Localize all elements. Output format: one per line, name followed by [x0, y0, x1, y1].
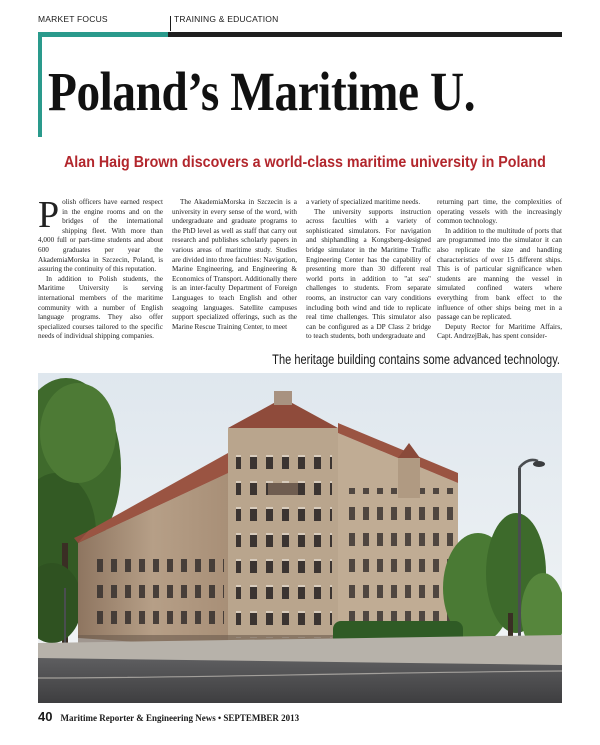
paragraph: Polish officers have earned respect in the engine rooms and on the bridges of the international shipping fleet. With more than 4,000 full or part-time students and about 600 graduates per year the AkademiaMorska in Szczecin, Poland, is assuring the continuity of this reputation. [38, 194, 163, 274]
text-column-1 [38, 194, 163, 342]
paragraph: In addition to the multitude of ports that are programmed into the simulator it can also replicate the size and handling characteristics of over 15 different ships. This is of particular significance when students are manning the vessel in simulated confined waters where everything from bank effect to the influence of other ships being met in a passage can be replicated. [437, 226, 562, 322]
paragraph: a variety of specialized maritime needs. [306, 198, 421, 206]
page-number: 40 [38, 709, 53, 724]
road [38, 658, 562, 703]
paragraph: In addition to Polish students, the Maritime University is serving international members of the maritime community with a number of English language programs. They also offer specialized courses tailored to the specific needs of individual shipping companies. [38, 274, 163, 341]
paragraph: The AkademiaMorska in Szczecin is a university in every sense of the word, with undergraduate and graduate programs to the PhD level as well as staff that carry out research and publishes scholarly papers in various areas of maritime study. Studies are divided into three faculties: Navigation, Marine Engineering, and Engineering & Economics of Transport. Additionally there is an inter-faculty Department of Foreign Languages to teach English and other seagoing languages. Satellite campuses support specialized offerings, such as the Marine Rescue Training Center, to meet [172, 198, 297, 331]
paragraph: returning part time, the complexities of operating vessels with the increasingly common technology. [437, 198, 562, 226]
university-building-photo [38, 373, 562, 703]
header-rule-accent [38, 32, 168, 37]
header-divider [170, 16, 171, 31]
subsection-label: TRAINING & EDUCATION [174, 14, 279, 24]
section-label: MARKET FOCUS [38, 14, 108, 24]
page-footer [38, 708, 299, 726]
drop-cap: P [38, 194, 60, 236]
text-column-2 [172, 198, 297, 332]
photo-caption: The heritage building contains some advanced technology. [272, 352, 560, 367]
title-accent-bar [38, 37, 42, 137]
header-rule [168, 32, 562, 37]
text-column-4 [437, 198, 562, 342]
publication-info: Maritime Reporter & Engineering News • SEPTEMBER 2013 [60, 713, 300, 723]
section-header [38, 14, 562, 40]
paragraph: Deputy Rector for Maritime Affairs, Capt. AndrzejBak, has spent consider- [437, 322, 562, 341]
article-subtitle: Alan Haig Brown discovers a world-class maritime university in Poland [64, 154, 546, 171]
paragraph: The university supports instruction across faculties with a variety of sophisticated simulators. For navigation and shiphandling a Kongsberg-designed bridge simulator in the Maritime Traffic Engineering Center has the capability of presenting more than 30 different real world ports in addition to "at sea" challenges to students. From separate rooms, an instructor can vary conditions including both wind and tide to replicate real time challenges. This simulator also can be configured as a DP Class 2 bridge to teach students, both undergraduate and [306, 207, 431, 341]
article-title: Poland’s Maritime U. [48, 61, 476, 122]
text-column-3 [306, 198, 431, 342]
